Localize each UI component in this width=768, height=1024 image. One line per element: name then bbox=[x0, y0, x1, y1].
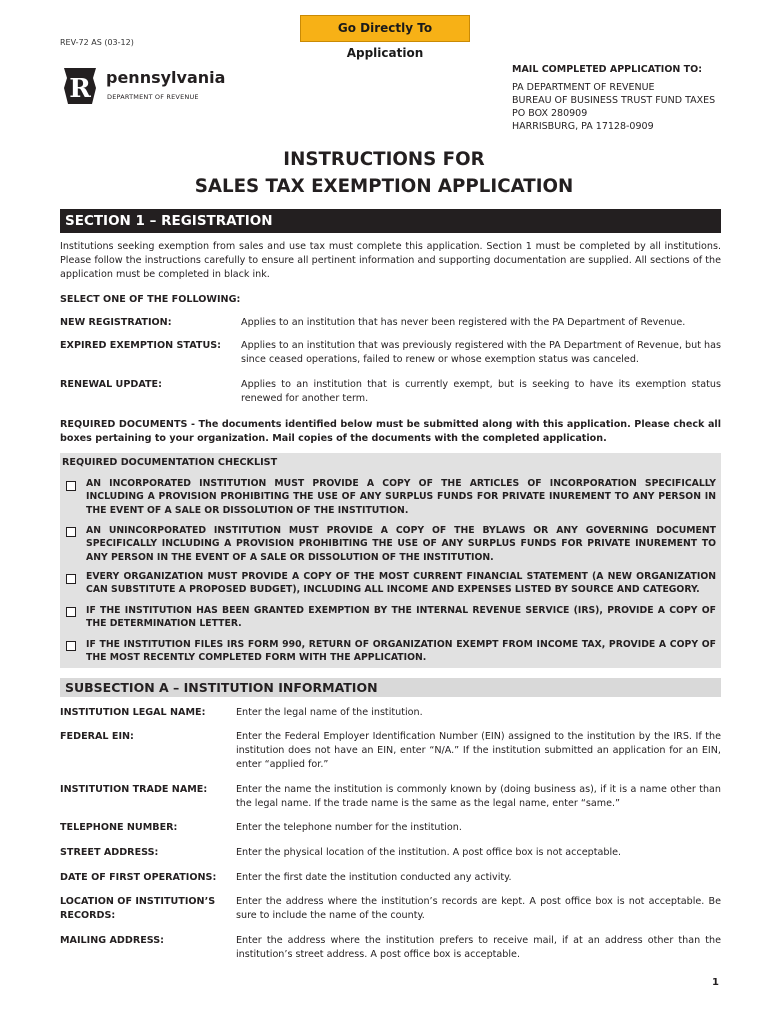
field-label-legal-name: INSTITUTION LEGAL NAME: bbox=[60, 707, 206, 718]
go-to-application-button[interactable]: Go Directly To Application bbox=[300, 15, 470, 42]
field-label-trade-name: INSTITUTION TRADE NAME: bbox=[60, 784, 208, 795]
option-label-renewal-update: RENEWAL UPDATE: bbox=[60, 379, 162, 390]
checkbox-irs-form-990[interactable] bbox=[66, 641, 76, 651]
checklist-item: AN UNINCORPORATED INSTITUTION MUST PROVIDE A COPY OF THE BYLAWS OR ANY GOVERNING DOCUMENT SPECIFICALLY INCLUDING A PROVISION PROHIBITING THE USE OF ANY SURPLUS FUNDS FOR PRIVATE INUREMENT TO ANY PERSON IN THE EVENT OF A SALE OR DISSOLUTION OF THE INSTITUTION. bbox=[86, 525, 716, 563]
logo-subtitle: DEPARTMENT OF REVENUE bbox=[107, 93, 199, 101]
field-desc-mailing-address: Enter the address where the institution prefers to receive mail, if at an address other than the institution’s street address. A post office box is acceptable. bbox=[236, 935, 721, 961]
checkbox-bylaws[interactable] bbox=[66, 527, 76, 537]
page-number: 1 bbox=[712, 977, 719, 988]
checklist-item: AN INCORPORATED INSTITUTION MUST PROVIDE A COPY OF THE ARTICLES OF INCORPORATION SPECIFICALLY INCLUDING A PROVISION PROHIBITING THE USE OF ANY SURPLUS FUNDS FOR PRIVATE INUREMENT TO ANY PERSON IN THE EVENT OF A SALE OR DISSOLUTION OF THE INSTITUTION. bbox=[86, 478, 716, 516]
checklist-heading: REQUIRED DOCUMENTATION CHECKLIST bbox=[62, 457, 278, 468]
page-title-line-2: SALES TAX EXEMPTION APPLICATION bbox=[194, 175, 574, 197]
field-desc-legal-name: Enter the legal name of the institution. bbox=[236, 707, 423, 718]
section-1-heading: SECTION 1 – REGISTRATION bbox=[60, 209, 721, 233]
checklist-item: EVERY ORGANIZATION MUST PROVIDE A COPY OF THE MOST CURRENT FINANCIAL STATEMENT (A NEW ORGANIZATION CAN SUBSTITUTE A PROPOSED BUDGET), INCLUDING ALL INCOME AND EXPENSES LISTED BY SOURCE AND CATEGORY. bbox=[86, 571, 716, 596]
checklist-item: IF THE INSTITUTION FILES IRS FORM 990, RETURN OF ORGANIZATION EXEMPT FROM INCOME TAX, PROVIDE A COPY OF THE MOST RECENTLY COMPLETED FORM WITH THE APPLICATION. bbox=[86, 639, 716, 664]
mail-to-heading: MAIL COMPLETED APPLICATION TO: bbox=[512, 64, 703, 75]
field-label-first-operations: DATE OF FIRST OPERATIONS: bbox=[60, 872, 217, 883]
checkbox-articles-of-incorporation[interactable] bbox=[66, 481, 76, 491]
select-one-label: SELECT ONE OF THE FOLLOWING: bbox=[60, 294, 241, 305]
option-desc-renewal-update: Applies to an institution that is currently exempt, but is seeking to have its exemption status renewed for another term. bbox=[241, 379, 721, 405]
field-label-records-location: LOCATION OF INSTITUTION’S RECORDS: bbox=[60, 896, 216, 922]
page-title-line-1: INSTRUCTIONS FOR bbox=[283, 148, 485, 170]
field-desc-records-location: Enter the address where the institution’s records are kept. A post office box is not acceptable. Be sure to include the name of the county. bbox=[236, 896, 721, 922]
form-code: REV-72 AS (03-12) bbox=[60, 38, 134, 47]
field-label-mailing-address: MAILING ADDRESS: bbox=[60, 935, 164, 946]
subsection-a-heading: SUBSECTION A – INSTITUTION INFORMATION bbox=[60, 678, 721, 697]
logo-letter: R bbox=[69, 74, 91, 104]
field-desc-street-address: Enter the physical location of the institution. A post office box is not acceptable. bbox=[236, 847, 622, 858]
mail-address-line: PA DEPARTMENT OF REVENUE bbox=[512, 82, 655, 93]
field-desc-telephone: Enter the telephone number for the institution. bbox=[236, 822, 462, 833]
field-desc-trade-name: Enter the name the institution is commonly known by (doing business as), if it is a name other than the legal name. If the trade name is the same as the legal name, enter “same.” bbox=[236, 784, 721, 810]
option-desc-new-registration: Applies to an institution that has never been registered with the PA Department of Revenue. bbox=[241, 317, 686, 328]
mail-address-line: PO BOX 280909 bbox=[512, 108, 588, 119]
field-label-federal-ein: FEDERAL EIN: bbox=[60, 731, 134, 742]
field-desc-federal-ein: Enter the Federal Employer Identification Number (EIN) assigned to the institution by the IRS. If the institution does not have an EIN, enter “N/A.” If the institution submitted an application for an EIN, enter “applied for.” bbox=[236, 731, 721, 771]
mail-address-line: BUREAU OF BUSINESS TRUST FUND TAXES bbox=[512, 95, 716, 106]
checkbox-financial-statement[interactable] bbox=[66, 574, 76, 584]
section-1-intro: Institutions seeking exemption from sales and use tax must complete this application. Section 1 must be completed by all institutions. Please follow the instructions carefully to ensure all pertinent information and supporting documentation are supplied. All sections of the application must be completed in black ink. bbox=[60, 241, 721, 280]
checkbox-irs-determination-letter[interactable] bbox=[66, 607, 76, 617]
checklist-item: IF THE INSTITUTION HAS BEEN GRANTED EXEMPTION BY THE INTERNAL REVENUE SERVICE (IRS), PROVIDE A COPY OF THE DETERMINATION LETTER. bbox=[86, 605, 716, 630]
mail-address bbox=[512, 81, 715, 133]
option-desc-expired-exemption: Applies to an institution that was previously registered with the PA Department of Revenue, but has since ceased operations, failed to renew or whose exemption status was canceled. bbox=[241, 340, 721, 366]
option-label-new-registration: NEW REGISTRATION: bbox=[60, 317, 172, 328]
logo-wordmark: pennsylvania bbox=[106, 68, 226, 87]
option-label-expired-exemption: EXPIRED EXEMPTION STATUS: bbox=[60, 340, 221, 351]
required-documents-note: REQUIRED DOCUMENTS - The documents identified below must be submitted along with this application. Please check all boxes pertaining to your organization. Mail copies of the documents with the completed application. bbox=[60, 419, 721, 444]
keystone-logo-icon bbox=[60, 66, 100, 106]
field-label-telephone: TELEPHONE NUMBER: bbox=[60, 822, 178, 833]
field-label-street-address: STREET ADDRESS: bbox=[60, 847, 159, 858]
mail-address-line: HARRISBURG, PA 17128-0909 bbox=[512, 121, 654, 132]
field-desc-first-operations: Enter the first date the institution conducted any activity. bbox=[236, 872, 512, 883]
